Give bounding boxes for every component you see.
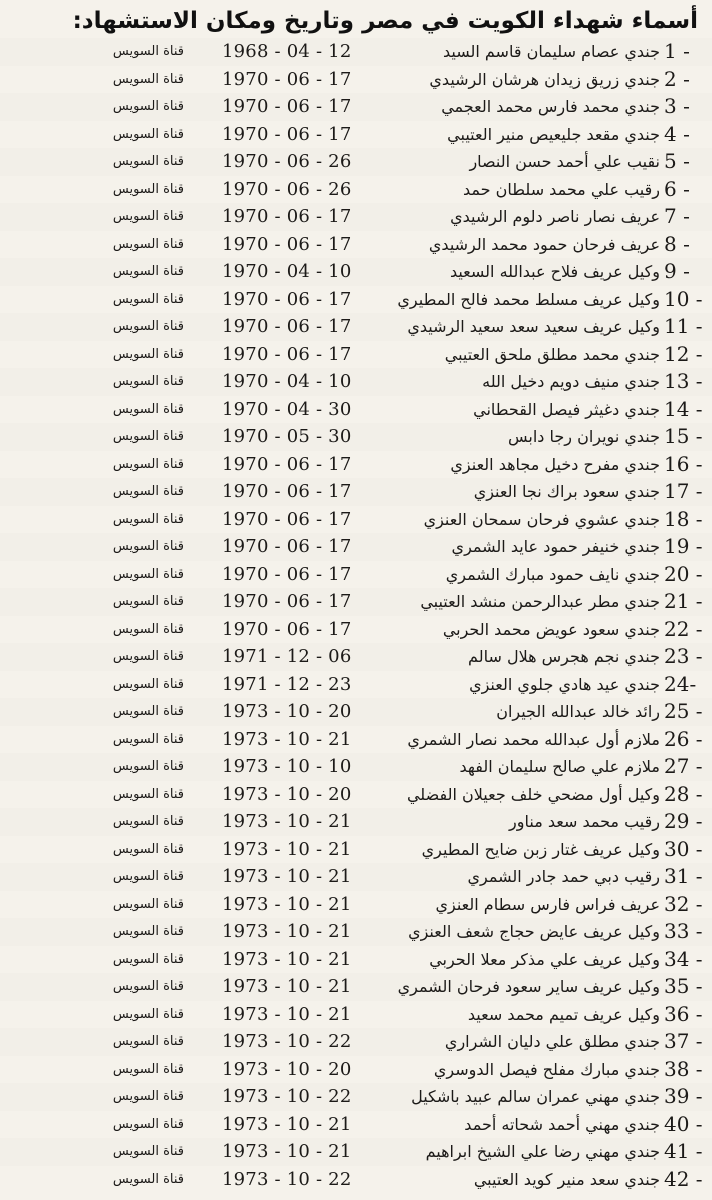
list-item	[0, 1083, 712, 1111]
martyrdom-place: قناة السويس	[112, 429, 184, 444]
martyr-name: جندي خنيفر حمود عايد الشمري	[451, 537, 660, 556]
row-number: 40 -	[664, 1111, 703, 1136]
martyrdom-place: قناة السويس	[112, 731, 184, 747]
martyrdom-place: قناة السويس	[112, 1116, 184, 1132]
row-number: 37 -	[664, 1029, 703, 1053]
martyrdom-date: 1973 - 10 - 21	[222, 728, 352, 750]
martyrdom-date: 1970 - 04 - 30	[222, 398, 352, 420]
martyrdom-date: 1970 - 06 - 26	[222, 178, 352, 200]
martyrdom-date: 1970 - 06 - 17	[222, 508, 352, 530]
row-number: 39 -	[664, 1084, 703, 1108]
martyrdom-date: 1973 - 10 - 21	[222, 811, 352, 832]
list-item	[0, 1056, 712, 1084]
list-item	[0, 1138, 712, 1166]
row-number: 3 -	[664, 94, 690, 118]
row-number: 42 -	[664, 1166, 703, 1191]
list-item	[0, 38, 712, 66]
row-number: 22 -	[664, 616, 703, 641]
martyrdom-place: قناة السويس	[112, 841, 184, 857]
martyr-name: جندي مطلق علي دليان الشراري	[444, 1032, 660, 1051]
martyrdom-place: قناة السويس	[112, 924, 184, 939]
martyrdom-place: قناة السويس	[112, 99, 184, 114]
list-item	[0, 698, 712, 726]
martyrdom-date: 1970 - 06 - 17	[222, 96, 352, 117]
row-number: 17 -	[664, 479, 703, 503]
row-number: 31 -	[664, 864, 703, 888]
row-number: 19 -	[664, 534, 703, 558]
martyr-name: وكيل عريف تميم محمد سعيد	[467, 1004, 660, 1024]
martyrdom-date: 1971 - 12 - 23	[222, 673, 352, 695]
list-item	[0, 396, 712, 424]
row-number: 33 -	[664, 919, 703, 943]
martyrdom-date: 1970 - 06 - 17	[222, 591, 352, 612]
martyr-name: جندي منيف دويم دخيل الله	[482, 372, 660, 391]
martyrdom-place: قناة السويس	[112, 621, 184, 637]
list-item	[0, 93, 712, 121]
list-item	[0, 726, 712, 754]
martyrdom-date: 1973 - 10 - 21	[222, 1003, 352, 1025]
list-item	[0, 423, 712, 451]
martyrdom-date: 1973 - 10 - 21	[222, 921, 352, 942]
martyrdom-place: قناة السويس	[112, 786, 184, 802]
martyrdom-date: 1973 - 10 - 21	[222, 1113, 352, 1135]
list-item	[0, 973, 712, 1001]
martyrdom-date: 1973 - 10 - 20	[222, 783, 352, 805]
martyrdom-place: قناة السويس	[112, 181, 184, 197]
martyrdom-place: قناة السويس	[112, 649, 184, 664]
martyr-name: جندي مهني رضا علي الشيخ ابراهيم	[425, 1142, 660, 1161]
row-number: 10 -	[664, 286, 703, 311]
list-item	[0, 148, 712, 176]
list-item	[0, 561, 712, 589]
martyr-name: رقيب دبي حمد جادر الشمري	[467, 867, 660, 886]
martyr-name: وكيل عريف مسلط محمد فالح المطيري	[397, 289, 660, 309]
martyrdom-place: قناة السويس	[112, 1061, 184, 1077]
martyrdom-date: 1971 - 12 - 06	[222, 646, 352, 667]
martyrdom-date: 1973 - 10 - 22	[222, 1086, 352, 1107]
martyr-name: رقيب علي محمد سلطان حمد	[463, 179, 660, 199]
martyrdom-date: 1970 - 06 - 17	[222, 316, 352, 337]
martyrdom-place: قناة السويس	[112, 979, 184, 994]
list-item	[0, 808, 712, 836]
martyrdom-date: 1973 - 10 - 10	[222, 756, 352, 777]
martyrdom-place: قناة السويس	[112, 814, 184, 829]
row-number: 12 -	[664, 341, 703, 366]
list-item	[0, 616, 712, 644]
martyrdom-place: قناة السويس	[112, 126, 184, 142]
martyr-name: جندي زريق زيدان هرشان الرشيدي	[429, 69, 660, 89]
martyrdom-date: 1973 - 10 - 20	[222, 1058, 352, 1080]
row-number: 21 -	[664, 589, 703, 613]
martyr-name: وكيل عريف سعيد سعد سعيد الرشيدي	[407, 317, 660, 336]
martyrdom-date: 1970 - 06 - 17	[222, 288, 352, 310]
martyrdom-date: 1973 - 10 - 22	[222, 1031, 352, 1052]
martyrdom-date: 1973 - 10 - 22	[222, 1168, 352, 1190]
row-number: 23 -	[664, 644, 703, 668]
row-number: 41 -	[664, 1139, 703, 1163]
martyr-name: رائد خالد عبدالله الجيران	[496, 702, 660, 721]
list-item	[0, 918, 712, 946]
martyr-name: نقيب علي أحمد حسن النصار	[469, 152, 660, 171]
row-number: 32 -	[664, 891, 703, 916]
row-number: 15 -	[664, 424, 703, 448]
martyrdom-date: 1973 - 10 - 21	[222, 948, 352, 970]
list-item	[0, 946, 712, 974]
list-item	[0, 588, 712, 616]
martyrdom-date: 1970 - 06 - 17	[222, 206, 352, 227]
row-number: 29 -	[664, 809, 703, 833]
martyrdom-date: 1973 - 10 - 21	[222, 1141, 352, 1162]
martyr-name: وكيل أول مضحي خلف جعيلان الفضلي	[406, 784, 660, 804]
martyrdom-place: قناة السويس	[112, 869, 184, 884]
row-number: 27 -	[664, 754, 703, 778]
row-number: 28 -	[664, 781, 703, 806]
martyrdom-place: قناة السويس	[112, 374, 184, 389]
martyr-name: ملازم أول عبدالله محمد نصار الشمري	[407, 729, 660, 749]
page-title: أسماء شهداء الكويت في مصر وتاريخ ومكان الاستشهاد:	[72, 8, 698, 34]
row-number: 38 -	[664, 1056, 703, 1081]
list-item	[0, 863, 712, 891]
martyr-name: جندي مهني أحمد شحاته أحمد	[464, 1114, 660, 1134]
martyr-name: جندي محمد مطلق ملحق العتيبي	[444, 344, 660, 364]
row-number: 25 -	[664, 699, 703, 723]
row-number: 14 -	[664, 396, 703, 421]
list-item	[0, 1111, 712, 1139]
martyrdom-date: 1970 - 06 - 26	[222, 151, 352, 172]
martyrdom-place: قناة السويس	[112, 1089, 184, 1104]
list-item	[0, 286, 712, 314]
row-number: 30 -	[664, 836, 703, 861]
martyrdom-place: قناة السويس	[112, 154, 184, 169]
row-number: 6 -	[664, 176, 690, 201]
martyrdom-place: قناة السويس	[112, 1006, 184, 1022]
row-number: 26 -	[664, 726, 703, 751]
martyr-name: عريف نصار ناصر دلوم الرشيدي	[450, 207, 660, 226]
list-item	[0, 203, 712, 231]
list-item	[0, 836, 712, 864]
row-number: 11 -	[664, 314, 703, 338]
martyr-name: رقيب محمد سعد مناور	[509, 812, 660, 831]
martyr-name: جندي دغيثر فيصل القحطاني	[473, 399, 660, 419]
martyrdom-date: 1970 - 04 - 10	[222, 371, 352, 392]
martyr-name: جندي مفرح دخيل مجاهد العنزي	[450, 454, 660, 474]
list-item	[0, 368, 712, 396]
martyrdom-date: 1973 - 10 - 21	[222, 893, 352, 915]
martyrdom-place: قناة السويس	[112, 401, 184, 417]
martyrdom-place: قناة السويس	[112, 759, 184, 774]
list-item	[0, 478, 712, 506]
martyr-name: جندي عيد هادي جلوي العنزي	[469, 674, 660, 694]
martyrdom-date: 1973 - 10 - 21	[222, 838, 352, 860]
martyrdom-date: 1970 - 06 - 17	[222, 481, 352, 502]
martyr-name: جندي سعد منير كويد العتيبي	[473, 1169, 660, 1189]
row-number: 13 -	[664, 369, 703, 393]
martyrdom-place: قناة السويس	[112, 319, 184, 334]
martyr-name: وكيل عريف عايض حجاج شعف العنزي	[408, 922, 660, 941]
martyr-name: جندي مطر عبدالرحمن منشد العتيبي	[420, 592, 660, 611]
row-number: 18 -	[664, 506, 703, 531]
martyrdom-place: قناة السويس	[112, 236, 184, 252]
martyrdom-date: 1970 - 04 - 10	[222, 261, 352, 282]
list-item	[0, 671, 712, 699]
list-item	[0, 643, 712, 671]
martyrdom-place: قناة السويس	[112, 1034, 184, 1049]
list-item	[0, 781, 712, 809]
martyrdom-date: 1970 - 06 - 17	[222, 68, 352, 90]
list-item	[0, 231, 712, 259]
list-item	[0, 1166, 712, 1194]
martyr-name: جندي نجم هجرس هلال سالم	[468, 647, 660, 666]
row-number: 16 -	[664, 451, 703, 476]
list-item	[0, 66, 712, 94]
martyr-name: وكيل عريف فلاح عبدالله السعيد	[449, 262, 660, 281]
martyrdom-date: 1970 - 06 - 17	[222, 563, 352, 585]
martyrs-list	[0, 38, 712, 1198]
martyrdom-place: قناة السويس	[112, 896, 184, 912]
martyr-name: جندي مبارك مفلح فيصل الدوسري	[433, 1059, 660, 1079]
list-item	[0, 506, 712, 534]
martyr-name: جندي مقعد جليعيص منير العتيبي	[447, 124, 660, 144]
list-item	[0, 313, 712, 341]
martyrdom-place: قناة السويس	[112, 291, 184, 307]
list-item	[0, 258, 712, 286]
martyrdom-date: 1970 - 05 - 30	[222, 426, 352, 447]
martyrdom-date: 1970 - 06 - 17	[222, 343, 352, 365]
martyrdom-place: قناة السويس	[112, 704, 184, 719]
martyrdom-place: قناة السويس	[112, 951, 184, 967]
martyr-name: وكيل عريف غتار زبن ضايح المطيري	[421, 839, 660, 859]
row-number: 4 -	[664, 121, 690, 146]
martyr-name: جندي مهني عمران سالم عبيد باشكيل	[411, 1087, 660, 1106]
martyrdom-date: 1973 - 10 - 21	[222, 866, 352, 887]
martyrdom-place: قناة السويس	[112, 594, 184, 609]
list-item	[0, 121, 712, 149]
martyr-name: جندي سعود عويض محمد الحربي	[442, 619, 660, 639]
row-number: 24-	[664, 671, 697, 696]
martyr-name: عريف فرحان حمود محمد الرشيدي	[428, 234, 660, 254]
martyrdom-place: قناة السويس	[112, 484, 184, 499]
martyr-name: جندي محمد فارس محمد العجمي	[441, 97, 660, 116]
list-item	[0, 176, 712, 204]
row-number: 35 -	[664, 974, 703, 998]
list-item	[0, 1001, 712, 1029]
martyrdom-date: 1970 - 06 - 17	[222, 123, 352, 145]
row-number: 1 -	[664, 39, 690, 63]
martyrdom-place: قناة السويس	[112, 566, 184, 582]
row-number: 5 -	[664, 149, 690, 173]
martyr-name: وكيل عريف علي مذكر معلا الحربي	[429, 949, 660, 969]
martyr-name: عريف فراس فارس سطام العنزي	[435, 894, 660, 914]
list-item	[0, 533, 712, 561]
martyrdom-place: قناة السويس	[112, 346, 184, 362]
row-number: 34 -	[664, 946, 703, 971]
list-item	[0, 1028, 712, 1056]
martyr-name: جندي نايف حمود مبارك الشمري	[445, 564, 660, 584]
martyrdom-place: قناة السويس	[112, 71, 184, 87]
list-item	[0, 753, 712, 781]
martyrdom-date: 1970 - 06 - 17	[222, 453, 352, 475]
martyrdom-place: قناة السويس	[112, 1144, 184, 1159]
martyr-name: جندي سعود براك نجا العنزي	[473, 482, 660, 501]
martyr-name: جندي نويران رجا دابس	[507, 427, 660, 446]
martyrdom-place: قناة السويس	[112, 1171, 184, 1187]
row-number: 2 -	[664, 66, 690, 91]
martyr-name: ملازم علي صالح سليمان الفهد	[459, 757, 660, 776]
martyrdom-date: 1970 - 06 - 17	[222, 233, 352, 255]
martyrdom-date: 1973 - 10 - 21	[222, 976, 352, 997]
list-item	[0, 451, 712, 479]
martyrdom-place: قناة السويس	[112, 44, 184, 59]
martyr-name: جندي عصام سليمان قاسم السيد	[443, 42, 660, 61]
martyr-name: وكيل عريف ساير سعود فرحان الشمري	[397, 977, 660, 996]
martyrdom-date: 1973 - 10 - 20	[222, 701, 352, 722]
list-item	[0, 341, 712, 369]
martyrdom-place: قناة السويس	[112, 456, 184, 472]
list-item	[0, 891, 712, 919]
row-number: 20 -	[664, 561, 703, 586]
martyrdom-date: 1970 - 06 - 17	[222, 536, 352, 557]
martyrdom-place: قناة السويس	[112, 676, 184, 692]
martyrdom-date: 1970 - 06 - 17	[222, 618, 352, 640]
martyrdom-place: قناة السويس	[112, 209, 184, 224]
martyrdom-place: قناة السويس	[112, 511, 184, 527]
martyr-name: جندي عشوي فرحان سمحان العنزي	[423, 509, 660, 529]
row-number: 9 -	[664, 259, 690, 283]
row-number: 8 -	[664, 231, 690, 256]
row-number: 7 -	[664, 204, 690, 228]
row-number: 36 -	[664, 1001, 703, 1026]
martyrdom-place: قناة السويس	[112, 264, 184, 279]
martyrdom-place: قناة السويس	[112, 539, 184, 554]
martyrdom-date: 1968 - 04 - 12	[222, 41, 352, 62]
